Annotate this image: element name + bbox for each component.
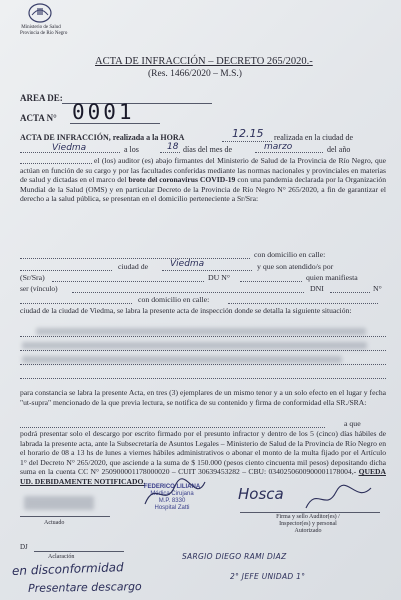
intro-line1 xyxy=(20,133,184,142)
notificado-line xyxy=(20,427,325,428)
ministry-logo-icon xyxy=(27,2,53,24)
month-line xyxy=(255,152,323,153)
sr-sra-label: (Sr/Sra) xyxy=(20,273,45,282)
intro-part-d: días del mes de xyxy=(183,145,233,154)
city-line xyxy=(20,152,120,153)
handwritten-disconformidad: en disconformidad xyxy=(11,560,124,578)
signature-line-left xyxy=(20,516,110,517)
dni-line xyxy=(330,292,370,293)
sr-sra-line xyxy=(52,281,204,282)
ser-line xyxy=(72,292,304,293)
right-signature: Hosca xyxy=(238,485,284,503)
right-caption-2: Inspector(es) y personal xyxy=(279,521,337,527)
handwritten-descargo: Presentare descargo xyxy=(27,580,142,595)
du-label: DU N° xyxy=(208,273,230,282)
acta-label: ACTA N° xyxy=(20,113,57,123)
atendido-label: y que son atendido/s por xyxy=(257,262,334,271)
ciudad-value: Viedma xyxy=(170,259,205,269)
intro-part-f: el (los) auditor (es) abajo firmantes del Ministerio de Salud de la Provincia de Río Negro, que actúan en función de su cargo y por las facultades conferidas mediante las normas nacionales y provinciales en materias de salud y dictadas en el marco del xyxy=(20,156,386,184)
dni-label: DNI xyxy=(310,284,324,293)
quien-label: quien manifiesta xyxy=(306,273,358,282)
redacted-line-2 xyxy=(22,342,367,349)
du-line xyxy=(240,281,302,282)
situacion-paragraph: ciudad de la ciudad de Viedma, se labra la presente acta de inspección donde se detalla la siguiente situación: xyxy=(20,306,352,315)
domicilio-name-line xyxy=(20,258,250,259)
n-label: N° xyxy=(373,284,382,293)
domicilio-calle-label: con domicilio en calle: xyxy=(254,250,326,259)
redacted-signature-left xyxy=(24,496,94,510)
constancia-paragraph: para constancia se labra la presente Acta, en tres (3) ejemplares de un mismo tenor y a un solo efecto en el lugar y fecha "ut-supra" mencionado de la que previa lectura, se notifica de su contenido y firma de conformidad ella SR./SRA: xyxy=(20,388,386,407)
redacted-line-1 xyxy=(36,328,366,335)
signature-line-right xyxy=(240,512,380,513)
ministry-name xyxy=(20,25,68,37)
hora-value: 12.15 xyxy=(232,127,264,140)
hora-label: HORA xyxy=(160,133,185,142)
que-label: a que xyxy=(344,419,361,428)
city-value: Viedma xyxy=(52,143,87,153)
queda-notificado: QUEDA UD. DEBIDAMENTE NOTIFICADO. xyxy=(20,467,386,486)
stamp-line4: Hospital Zatti xyxy=(154,505,190,511)
dj-label: DJ xyxy=(20,543,28,551)
intro-part-b: realizada en la ciudad de xyxy=(274,133,354,142)
intro-part-c: a los xyxy=(124,145,139,154)
stamp-line2: Médica Cirujana xyxy=(150,491,194,497)
officer-rank: 2° JEFE UNIDAD 1° xyxy=(230,572,306,581)
extra-line xyxy=(20,303,132,304)
stamp-line3: M.P. 8330 xyxy=(158,498,186,504)
right-caption-3: Autorizado xyxy=(294,528,322,534)
day-line xyxy=(160,152,180,153)
descargo-text: podrá presentar solo el descargo por escrito firmado por el presunto infractor y dentro de los 5 (cinco) días hábiles de labrada la presente acta, ante la Subsecretaría de Asuntos Legales – Ministerio de Salud de la Provincia de Río Negro en el horario de 08 a 13 hs de lunes a viernes hábiles administrativos o abonar el monto de la multa fijado por el Artículo 1° del Decreto N° 265/2020, que asciende a la suma de $ 150.000 (pesos ciento cincuenta mil pesos) depositando dicha suma en la cuenta CC N° 250900001178000020 – CUIT 30639453282 – CBU: 0340250600900001178004,- xyxy=(20,429,386,476)
acta-number: 0001 xyxy=(72,100,135,124)
intro-part-a: , realizada a la xyxy=(108,133,159,142)
right-caption-1: Firma y sello Auditor(es) / xyxy=(276,514,340,520)
situation-line-2 xyxy=(20,350,386,351)
ministry-line1: Ministerio de Salud xyxy=(21,25,61,30)
intro-part-g: con una pandemia declarada por la Organización Mundial de la Salud (OMS) y en particular Decreto de la Provincia de Río Negro N° 265/2020, a fin de garantizar el derecho a la salud pública, se presentan en el domicilio perteneciente a Sr/Sra: xyxy=(20,175,386,203)
ser-label: ser (vínculo) xyxy=(20,284,58,293)
ciudad-label: ciudad de xyxy=(118,262,149,271)
redacted-line-3 xyxy=(22,356,342,363)
intro-paragraph xyxy=(20,156,386,204)
con-dom2-line xyxy=(228,303,378,304)
intro-part-e: del año xyxy=(327,145,351,154)
aclaracion-label: Aclaración xyxy=(48,554,75,560)
ministry-line2: Provincia de Río Negro xyxy=(20,31,68,36)
document-title: ACTA DE INFRACCIÓN – DECRETO 265/2020.- xyxy=(95,56,313,67)
month-value: marzo xyxy=(264,142,293,152)
dj-line xyxy=(34,551,124,552)
street-line xyxy=(20,270,112,271)
con-dom2-label: con domicilio en calle: xyxy=(138,295,210,304)
area-label: AREA DE: xyxy=(20,93,63,103)
document-subtitle: (Res. 1466/2020 – M.S.) xyxy=(148,69,242,79)
situation-line-1 xyxy=(20,336,386,337)
day-value: 18 xyxy=(167,142,179,152)
doctor-signature-icon xyxy=(140,474,210,514)
right-caption xyxy=(262,514,354,535)
intro-bold-covid: brote del coronavirus COVID-19 xyxy=(128,175,236,184)
left-caption: Actuado xyxy=(44,520,65,526)
situation-line-3 xyxy=(20,364,386,365)
officer-name: SARGIO DIEGO RAMI DIAZ xyxy=(182,552,287,561)
intro-bold: ACTA DE INFRACCIÓN xyxy=(20,133,109,142)
acta-number-line xyxy=(70,123,160,124)
situation-line-4 xyxy=(20,378,386,379)
ciudad-line xyxy=(162,270,252,271)
stamp-line1: FEDERICO LILIANA xyxy=(143,484,201,490)
